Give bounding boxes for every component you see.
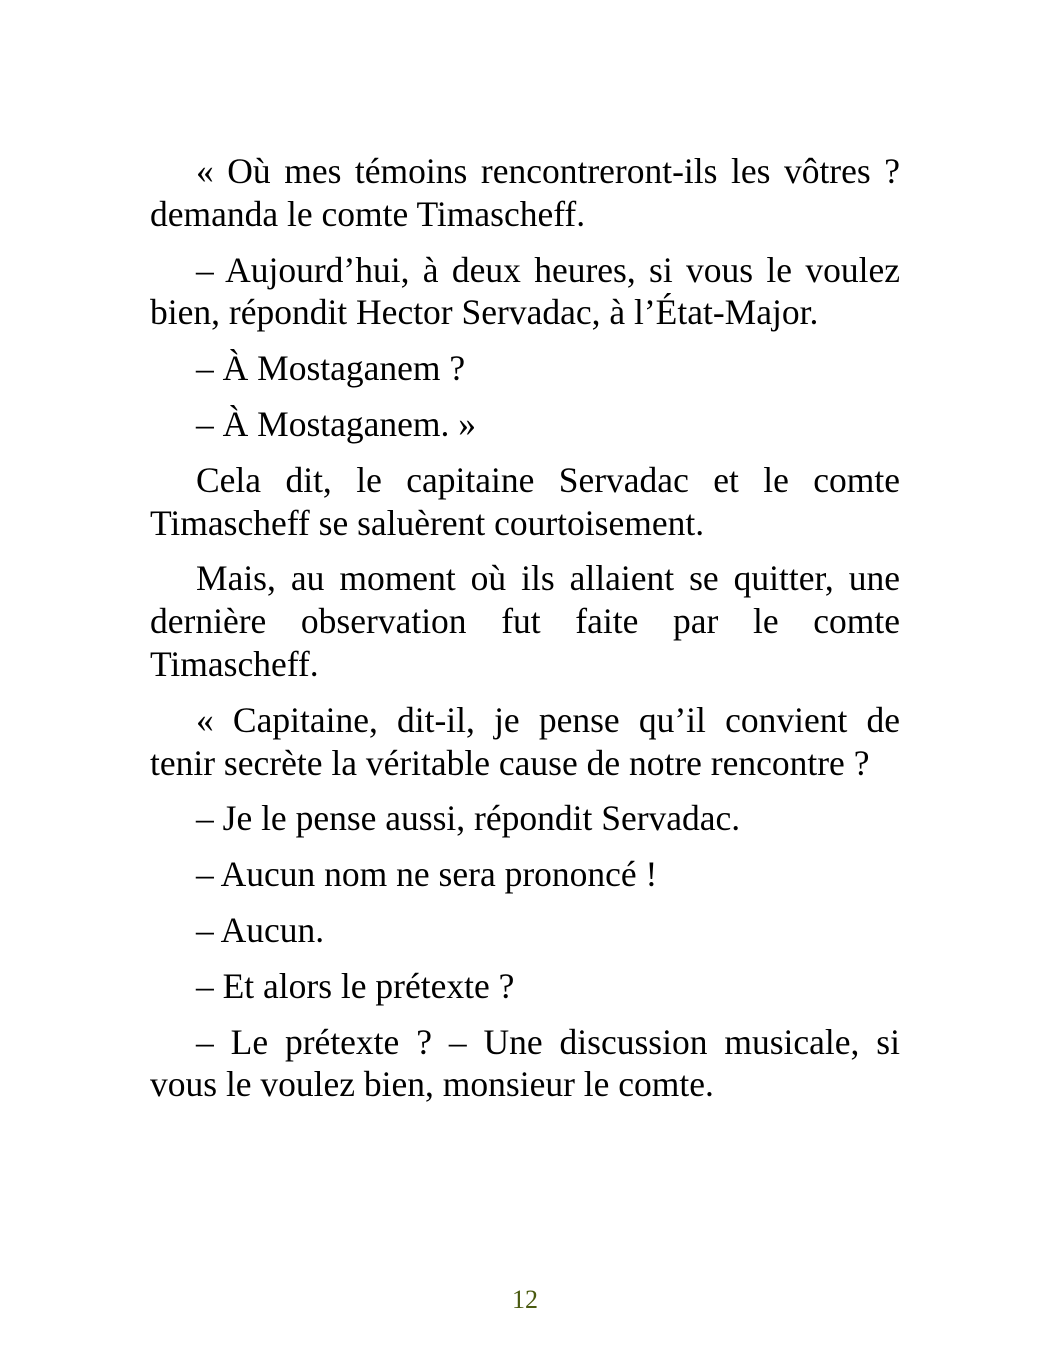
paragraph-11: – Et alors le prétexte ? bbox=[196, 965, 515, 1006]
paragraph-10: – Aucun. bbox=[196, 909, 325, 950]
paragraph-9: – Aucun nom ne sera prononcé ! bbox=[196, 854, 658, 895]
paragraph-6: Mais, au moment où ils allaient se quitter, une dernière observation fut faite par le comte Timascheff. bbox=[150, 558, 900, 684]
paragraph-2: – Aujourd’hui, à deux heures, si vous le voulez bien, répondit Hector Servadac, à l’État-Major. bbox=[150, 249, 900, 333]
paragraph-4: – À Mostaganem. » bbox=[196, 403, 477, 444]
paragraph-1: « Où mes témoins rencontreront-ils les vôtres ? demanda le comte Timascheff. bbox=[150, 151, 900, 234]
paragraph-3: – À Mostaganem ? bbox=[196, 348, 466, 389]
page-number: 12 bbox=[512, 1285, 538, 1314]
paragraph-8: – Je le pense aussi, répondit Servadac. bbox=[196, 798, 741, 839]
paragraph-12: – Le prétexte ? – Une discussion musicale, si vous le voulez bien, monsieur le comte. bbox=[150, 1021, 900, 1105]
paragraph-5: Cela dit, le capitaine Servadac et le comte Timascheff se saluèrent courtoisement. bbox=[150, 459, 900, 543]
paragraph-7: « Capitaine, dit-il, je pense qu’il convient de tenir secrète la véritable cause de notre rencontre ? bbox=[150, 699, 900, 783]
page-body-text bbox=[150, 150, 900, 1119]
